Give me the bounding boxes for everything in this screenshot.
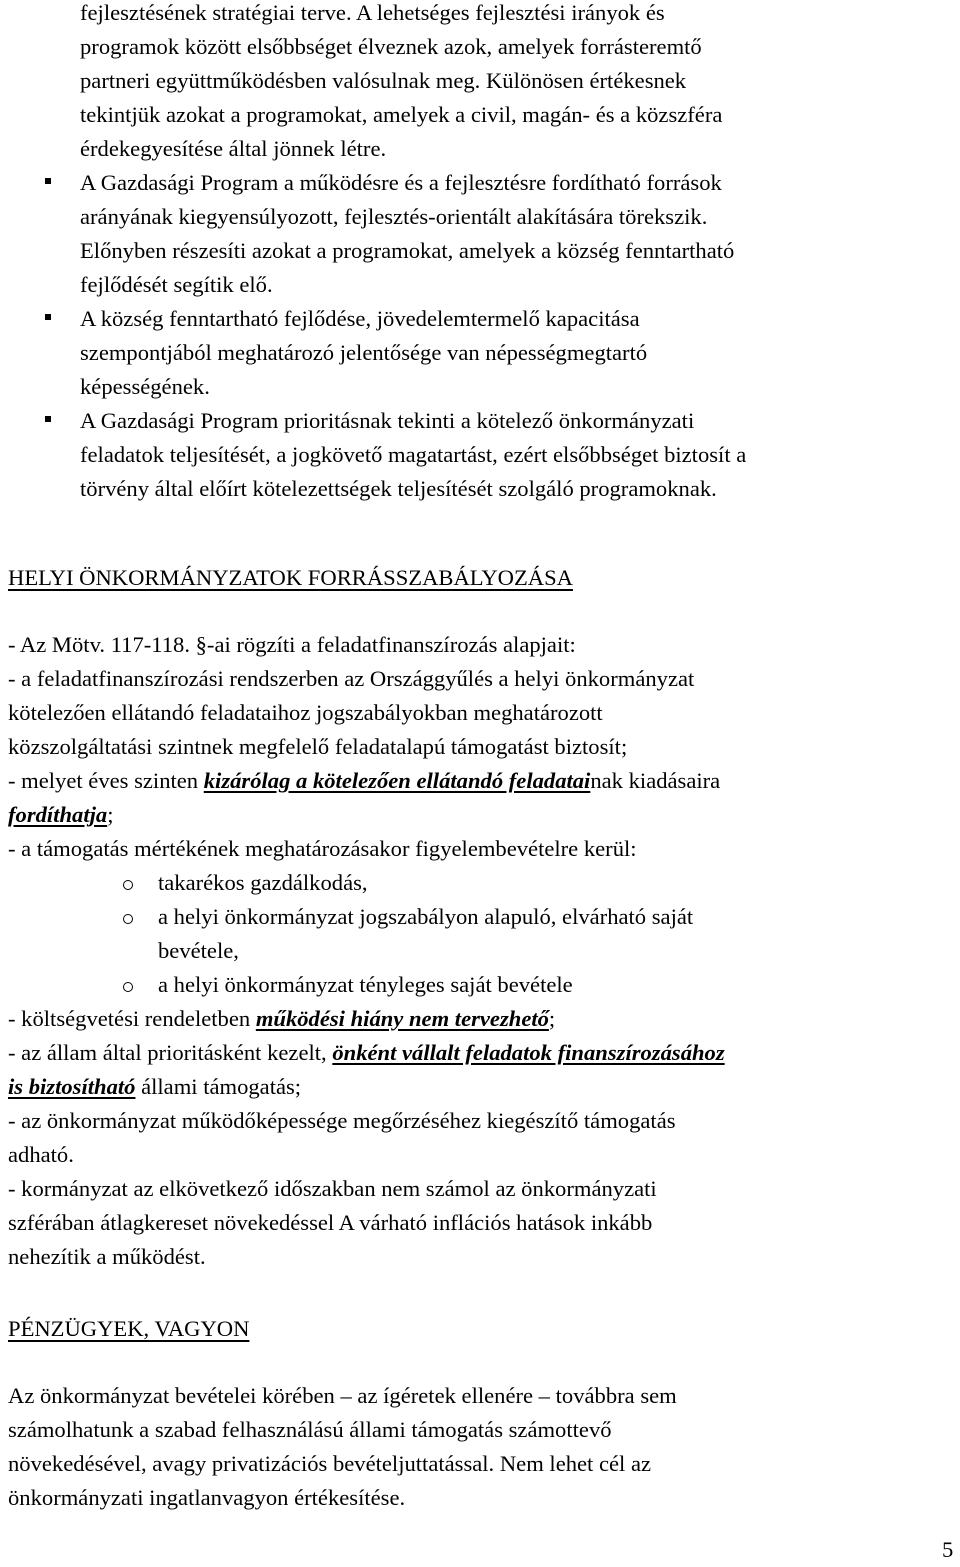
page-number: 5 [942,1537,954,1562]
text-line [8,1036,958,1070]
text-run: ; [107,802,114,827]
text-line: fejlesztésének stratégiai terve. A lehetséges fejlesztési irányok és [80,0,665,25]
text-line: közszolgáltatási szintnek megfelelő feladatalapú támogatást biztosít; [8,734,628,759]
list-item: a helyi önkormányzat jogszabályon alapuló, elvárható saját [158,904,694,929]
text-run: - melyet éves szinten [8,768,204,793]
bullet-item [80,404,960,506]
sub-list [8,866,958,1002]
text-line: - kormányzat az elkövetkező időszakban nem számol az önkormányzati [8,1176,657,1201]
square-bullet-icon [45,314,51,320]
list-item-continued: bevétele, [158,938,239,963]
text-line: érdekegyesítése által jönnek létre. [80,136,387,161]
text-line: számolhatunk a szabad felhasználású állami támogatás számottevő [8,1417,612,1442]
text-line: partneri együttműködésben valósulnak meg. Különösen értékesnek [80,68,687,93]
section-heading: PÉNZÜGYEK, VAGYON [8,1316,250,1341]
text-line: kötelezően ellátandó feladataihoz jogszabályokban meghatározott [8,700,603,725]
emphasis-text: kizárólag a kötelezően ellátandó feladatai [203,768,591,793]
circle-bullet-icon [123,880,133,890]
text-line: - az önkormányzat működőképessége megőrzéséhez kiegészítő támogatás [8,1108,676,1133]
text-line: adható. [8,1142,74,1167]
text-line: Előnyben részesíti azokat a programokat, amelyek a község fenntartható [80,238,735,263]
square-bullet-icon [45,178,51,184]
emphasis-text: működési hiány nem tervezhető [255,1006,549,1031]
emphasis-text: fordíthatja [8,802,108,827]
text-line: tekintjük azokat a programokat, amelyek a civil, magán- és a közszféra [80,102,723,127]
bullet-item [80,166,960,302]
text-line: feladatok teljesítését, a jogkövető magatartást, ezért elsőbbséget biztosít a [80,442,747,467]
text-run: ; [548,1006,556,1031]
financing-section [8,628,958,1274]
text-line [8,764,958,798]
text-line: A község fenntartható fejlődése, jövedelemtermelő kapacitása [80,306,640,331]
list-item: takarékos gazdálkodás, [158,870,368,895]
text-run: - az állam által prioritásként kezelt, [8,1040,333,1065]
section-heading: HELYI ÖNKORMÁNYZATOK FORRÁSSZABÁLYOZÁSA [8,565,573,590]
finance-assets-paragraph [8,1379,958,1515]
emphasis-text: is biztosítható [8,1074,136,1099]
circle-bullet-icon [123,914,133,924]
text-line: törvény által előírt kötelezettségek teljesítését szolgáló programoknak. [80,476,717,501]
text-line: szempontjából meghatározó jelentősége van népességmegtartó [80,340,648,365]
text-line: programok között elsőbbséget élveznek azok, amelyek forrásteremtő [80,34,702,59]
text-line: - a támogatás mértékének meghatározásakor figyelembevételre kerül: [8,836,637,861]
text-run: állami támogatás; [135,1074,302,1099]
list-item: a helyi önkormányzat tényleges saját bevétele [158,972,573,997]
text-run: nak kiadásaira [590,768,721,793]
text-line: képességének. [80,374,210,399]
text-line: arányának kiegyensúlyozott, fejlesztés-orientált alakítására törekszik. [80,204,708,229]
emphasis-text: önként vállalt feladatok finanszírozásához [332,1040,725,1065]
text-line: nehezítik a működést. [8,1244,206,1269]
square-bullet-icon [45,416,51,422]
text-run: - költségvetési rendeletben [8,1006,256,1031]
circle-bullet-icon [123,982,133,992]
text-line [8,1002,958,1036]
text-line [8,1070,958,1104]
text-line: - Az Mötv. 117-118. §-ai rögzíti a feladatfinanszírozás alapjait: [8,632,576,657]
text-line: szférában átlagkereset növekedéssel A várható inflációs hatások inkább [8,1210,653,1235]
text-line: A Gazdasági Program prioritásnak tekinti a kötelező önkormányzati [80,408,695,433]
text-line [8,798,958,832]
bullet-item [80,302,960,404]
intro-paragraph [80,0,960,166]
text-line: A Gazdasági Program a működésre és a fejlesztésre fordítható források [80,170,722,195]
text-line: önkormányzati ingatlanvagyon értékesítése. [8,1485,406,1510]
text-line: fejlődését segítik elő. [80,272,273,297]
text-line: Az önkormányzat bevételei körében – az ígéretek ellenére – továbbra sem [8,1383,677,1408]
text-line: növekedésével, avagy privatizációs bevételjuttatással. Nem lehet cél az [8,1451,652,1476]
text-line: - a feladatfinanszírozási rendszerben az Országgyűlés a helyi önkormányzat [8,666,695,691]
